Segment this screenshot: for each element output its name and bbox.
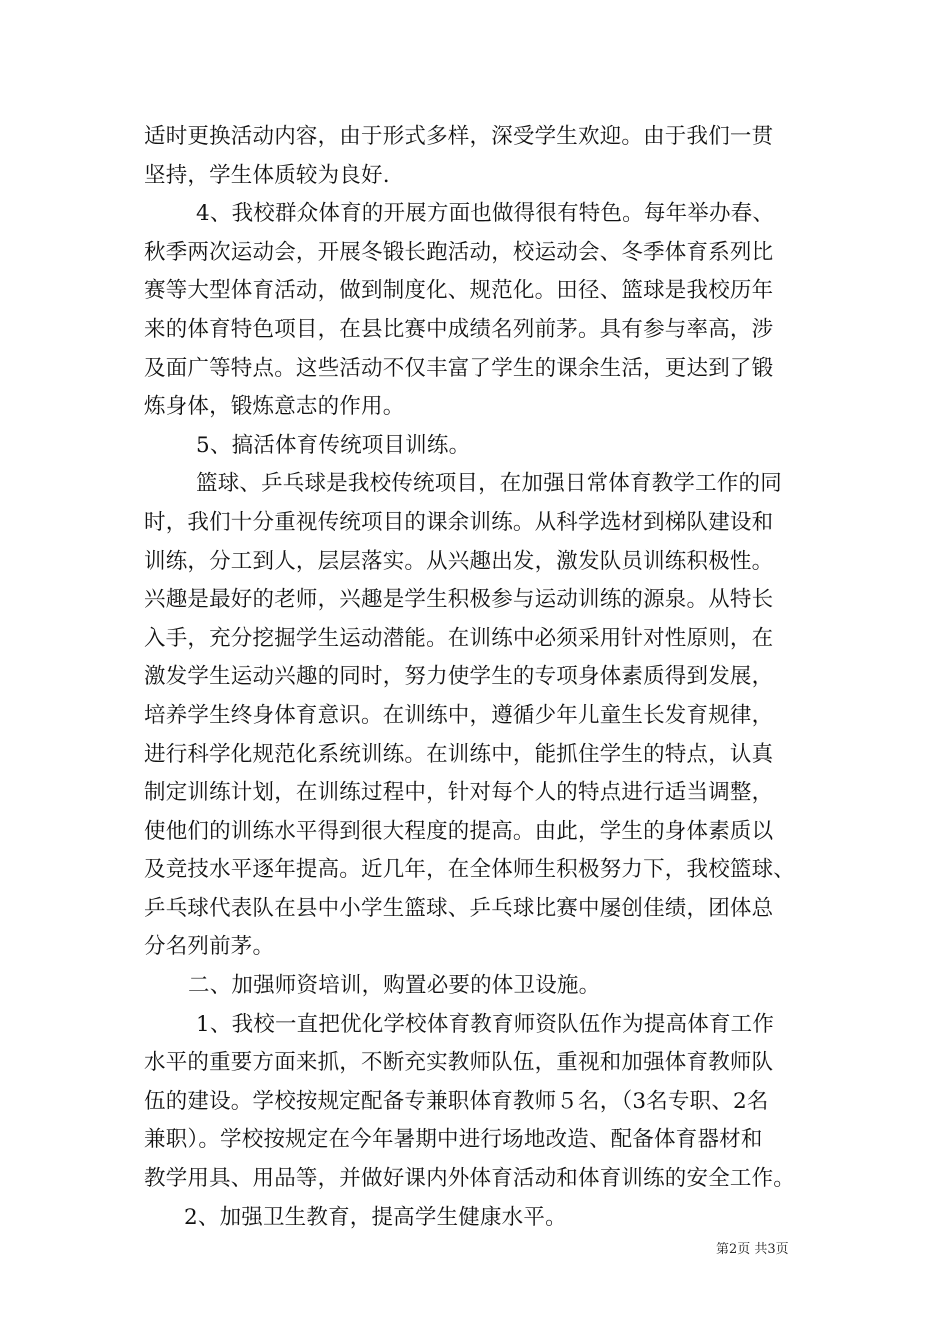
text-line: 及竞技水平逐年提高。近几年，在全体师生积极努力下，我校篮球、 xyxy=(144,857,796,883)
text-line: 坚持，学生体质较为良好. xyxy=(144,162,390,188)
text-line: 培养学生终身体育意识。在训练中，遵循少年儿童生长发育规律， xyxy=(144,702,774,728)
text-line: 炼身体，锻炼意志的作用。 xyxy=(144,394,405,420)
paragraph-start: 4、我校群众体育的开展方面也做得很有特色。每年举办春、 xyxy=(196,201,775,227)
text-line: 及面广等特点。这些活动不仅丰富了学生的课余生活，更达到了锻 xyxy=(144,355,774,381)
text-line: 秋季两次运动会，开展冬锻长跑活动，校运动会、冬季体育系列比 xyxy=(144,239,774,265)
paragraph-start: 篮球、乒乓球是我校传统项目，在加强日常体育教学工作的同 xyxy=(196,471,782,497)
paragraph-start: 1、我校一直把优化学校体育教育师资队伍作为提高体育工作 xyxy=(196,1011,775,1037)
text-line: 时，我们十分重视传统项目的课余训练。从科学选材到梯队建设和 xyxy=(144,509,774,535)
text-line: 分名列前茅。 xyxy=(144,934,275,960)
text-line: 伍的建设。学校按规定配备专兼职体育教师５名，（3名专职、2名 xyxy=(144,1088,769,1114)
text-line: 来的体育特色项目，在县比赛中成绩名列前茅。具有参与率高，涉 xyxy=(144,316,774,342)
text-line: 兼职）。学校按规定在今年暑期中进行场地改造、配备体育器材和 xyxy=(144,1127,763,1153)
text-line: 进行科学化规范化系统训练。在训练中，能抓住学生的特点，认真 xyxy=(144,741,774,767)
text-line: 适时更换活动内容，由于形式多样，深受学生欢迎。由于我们一贯 xyxy=(144,124,774,149)
section-heading: 二、加强师资培训，购置必要的体卫设施。 xyxy=(188,973,601,999)
section-heading: 2、加强卫生教育，提高学生健康水平。 xyxy=(184,1204,567,1230)
text-line: 入手，充分挖掘学生运动潜能。在训练中必须采用针对性原则，在 xyxy=(144,625,774,651)
text-line: 乒乓球代表队在县中小学生篮球、乒乓球比赛中屡创佳绩，团体总 xyxy=(144,895,774,921)
text-line: 训练，分工到人，层层落实。从兴趣出发，激发队员训练积极性。 xyxy=(144,548,774,574)
text-line: 制定训练计划，在训练过程中，针对每个人的特点进行适当调整， xyxy=(144,780,774,806)
section-heading: 5、搞活体育传统项目训练。 xyxy=(196,432,471,458)
text-line: 激发学生运动兴趣的同时，努力使学生的专项身体素质得到发展， xyxy=(144,664,774,690)
text-line: 教学用具、用品等，并做好课内外体育活动和体育训练的安全工作。 xyxy=(144,1166,796,1192)
text-line: 赛等大型体育活动，做到制度化、规范化。田径、篮球是我校历年 xyxy=(144,278,774,304)
text-line: 使他们的训练水平得到很大程度的提高。由此，学生的身体素质以 xyxy=(144,818,774,844)
body-text xyxy=(144,118,824,1237)
text-line: 兴趣是最好的老师，兴趣是学生积极参与运动训练的源泉。从特长 xyxy=(144,587,774,613)
page-number-footer: 第2页 共3页 xyxy=(716,1242,789,1257)
text-line: 水平的重要方面来抓，不断充实教师队伍，重视和加强体育教师队 xyxy=(144,1050,774,1076)
